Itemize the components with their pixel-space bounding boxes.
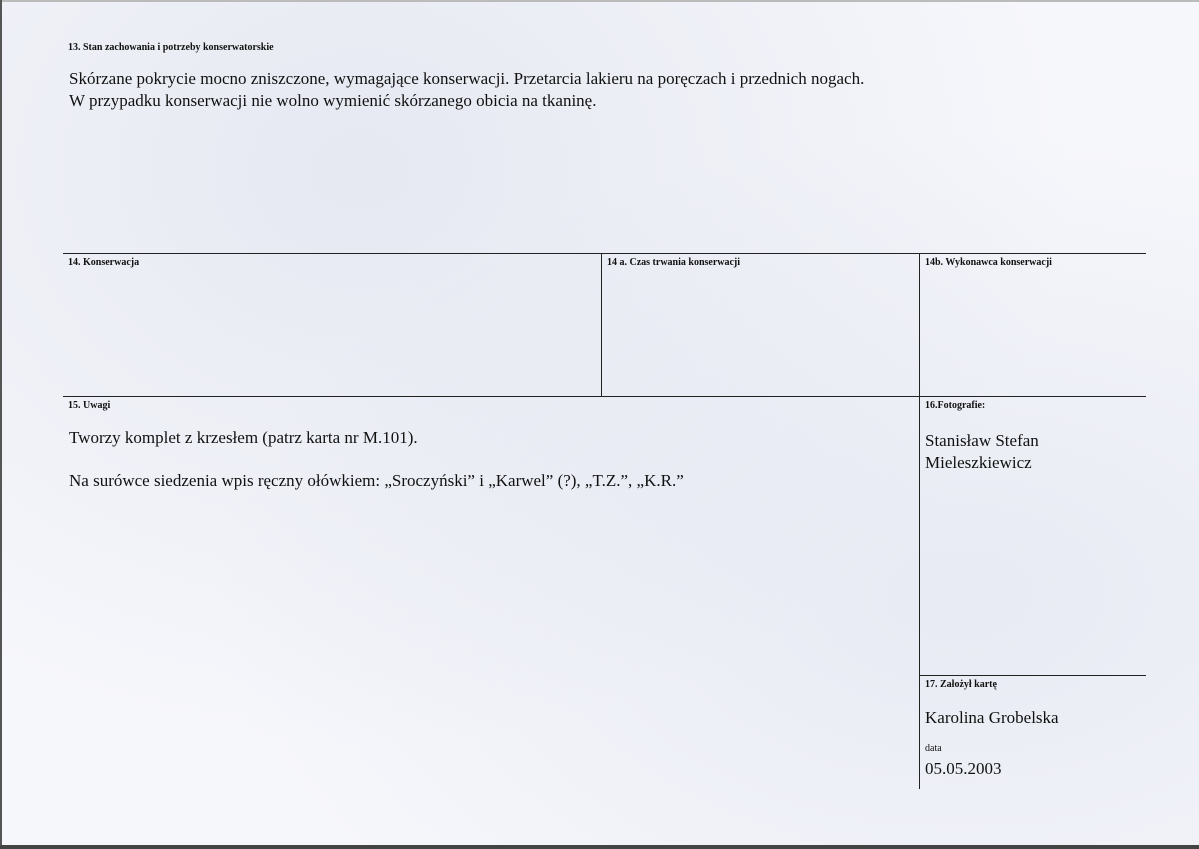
section-15-label: 15. Uwagi bbox=[68, 400, 111, 411]
scan-edge-top bbox=[0, 0, 1199, 2]
section-16-text-line2: Mieleszkiewicz bbox=[925, 453, 1032, 472]
scan-edge-bottom bbox=[0, 845, 1199, 849]
section-13-text-line1: Skórzane pokrycie mocno zniszczone, wymagające konserwacji. Przetarcia lakieru na poręczach i przednich nogach. bbox=[69, 69, 865, 88]
section-17-date: 05.05.2003 bbox=[925, 759, 1002, 778]
scan-edge-left bbox=[0, 0, 2, 849]
divider-section-14-top bbox=[63, 253, 1146, 254]
divider-section-15-top bbox=[63, 396, 1146, 397]
divider-section-17-top bbox=[919, 675, 1146, 676]
section-17-label: 17. Założył kartę bbox=[925, 679, 997, 690]
divider-14-col-a bbox=[601, 253, 602, 397]
section-16-text-line1: Stanisław Stefan bbox=[925, 431, 1039, 450]
section-14b-label: 14b. Wykonawca konserwacji bbox=[925, 257, 1052, 268]
section-17-name: Karolina Grobelska bbox=[925, 708, 1059, 727]
section-15-text-line2: Na surówce siedzenia wpis ręczny ołówkiem: „Sroczyński” i „Karwel” (?), „T.Z.”, „K.R.” bbox=[69, 471, 684, 490]
section-13-text-line2: W przypadku konserwacji nie wolno wymienić skórzanego obicia na tkaninę. bbox=[69, 91, 597, 110]
section-16-label: 16.Fotografie: bbox=[925, 400, 986, 411]
section-14-label: 14. Konserwacja bbox=[68, 257, 140, 268]
section-13-label: 13. Stan zachowania i potrzeby konserwatorskie bbox=[68, 42, 274, 53]
section-17-date-label: data bbox=[925, 743, 942, 754]
section-14a-label: 14 a. Czas trwania konserwacji bbox=[607, 257, 741, 268]
section-15-text-line1: Tworzy komplet z krzesłem (patrz karta nr M.101). bbox=[69, 428, 418, 447]
divider-right-column bbox=[919, 253, 920, 789]
